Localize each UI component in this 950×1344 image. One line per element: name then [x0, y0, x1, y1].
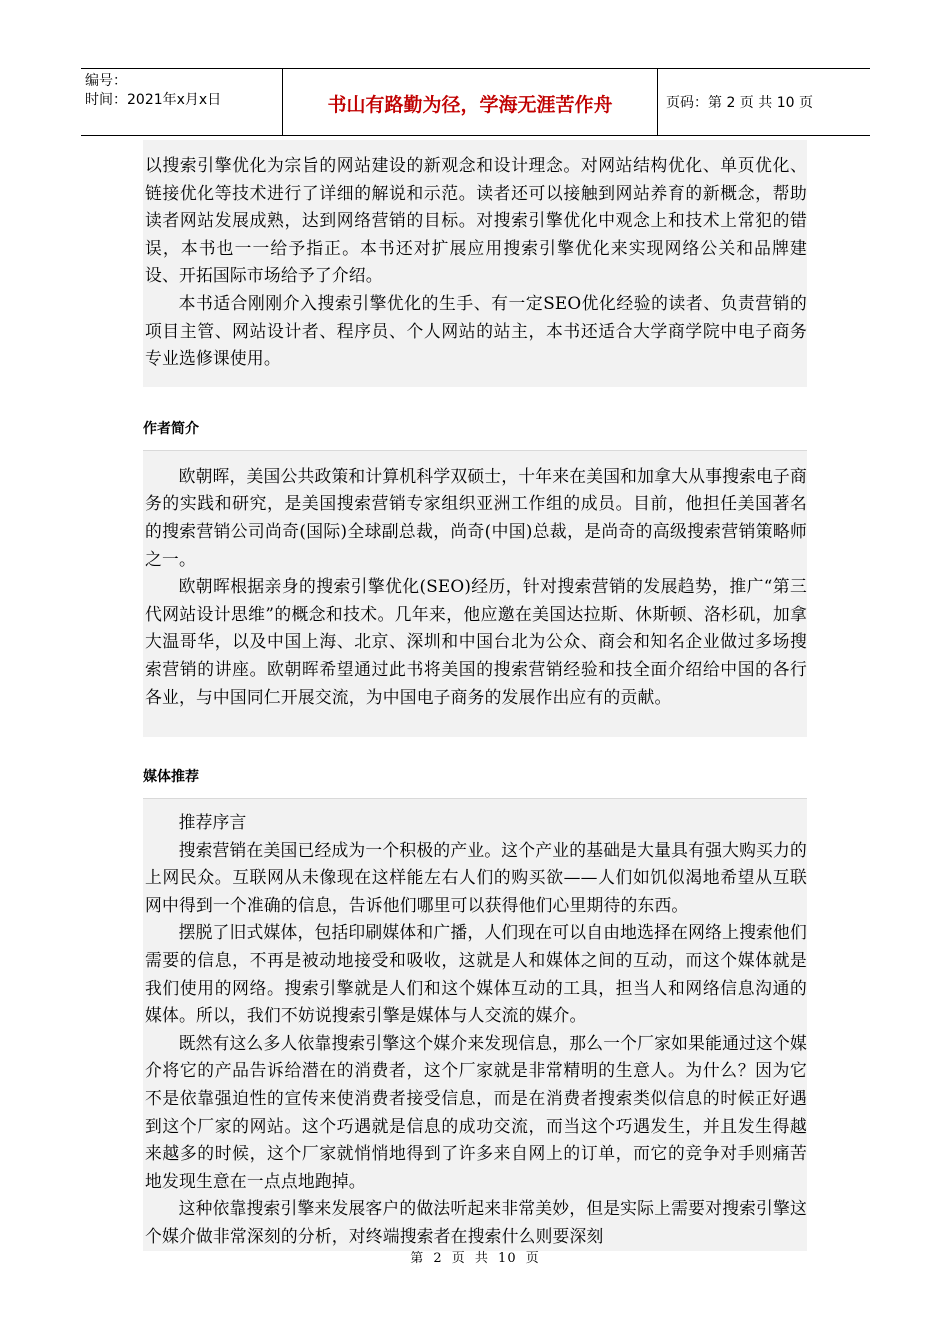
page-header [81, 68, 870, 136]
document-body [143, 140, 807, 1251]
media-section-title: 媒体推荐 [143, 767, 807, 787]
media-paragraph-2: 搜索营销在美国已经成为一个积极的产业。这个产业的基础是大量具有强大购买力的上网民众。互联网从未像现在这样能左右人们的购买欲——人们如饥似渴地希望从互联网中得到一个准确的信息，告诉他们哪里可以获得他们心里期待的东西。 [145, 839, 807, 915]
media-paragraph-1: 推荐序言 [178, 812, 247, 833]
media-paragraph-3: 摆脱了旧式媒体，包括印刷媒体和广播，人们现在可以自由地选择在网络上搜索他们需要的信息，不再是被动地接受和吸收，这就是人和媒体之间的互动，而这个媒体就是我们使用的网络。搜索引擎就是人们和这个媒体互动的工具，担当人和网络信息沟通的媒体。所以，我们不妨说搜索引擎是媒体与人交流的媒介。 [145, 922, 807, 1026]
author-section [143, 451, 807, 737]
header-motto: 书山有路勤为径，学海无涯苦作舟 [283, 69, 658, 135]
section-divider [143, 439, 807, 451]
header-page-info: 页码：第 2 页 共 10 页 [666, 95, 813, 111]
section-gap [143, 387, 807, 419]
intro-paragraph-2: 本书适合刚刚介入搜索引擎优化的生手、有一定SEO优化经验的读者、负责营销的项目主管、网站设计者、程序员、个人网站的站主，本书还适合大学商学院中电子商务专业选修课使用。 [145, 292, 807, 369]
page-footer: 第 2 页 共 10 页 [410, 1251, 540, 1266]
media-paragraph-4: 既然有这么多人依靠搜索引擎这个媒介来发现信息，那么一个厂家如果能通过这个媒介将它的产品告诉给潜在的消费者，这个厂家就是非常精明的生意人。为什么？因为它不是依靠强迫性的宣传来使消费者接受信息，而是在消费者搜索类似信息的时候正好遇到这个厂家的网站。这个巧遇就是信息的成功交流，而当这个巧遇发生，并且发生得越来越多的时候，这个厂家就悄悄地得到了许多来自网上的订单，而它的竞争对手则痛苦地发现生意在一点点地跑掉。 [145, 1032, 807, 1191]
section-gap [143, 737, 807, 767]
intro-paragraph-1: 以搜索引擎优化为宗旨的网站建设的新观念和设计理念。对网站结构优化、单页优化、链接优化等技术进行了详细的解说和示范。读者还可以接触到网站养育的新概念，帮助读者网站发展成熟，达到网络营销的目标。对搜索引擎优化中观念上和技术上常犯的错误，本书也一一给予指正。本书还对扩展应用搜索引擎优化来实现网络公关和品牌建设、开拓国际市场给予了介绍。 [145, 155, 807, 286]
document-number-label: 编号： [85, 73, 127, 89]
author-paragraph-2: 欧朝晖根据亲身的搜索引擎优化(SEO)经历，针对搜索营销的发展趋势，推广“第三代网站设计思维”的概念和技术。几年来，他应邀在美国达拉斯、休斯顿、洛杉矶，加拿大温哥华，以及中国上海、北京、深圳和中国台北为公众、商会和知名企业做过多场搜索营销的讲座。欧朝晖希望通过此书将美国的搜索营销经验和技全面介绍给中国的各行各业，与中国同仁开展交流，为中国电子商务的发展作出应有的贡献。 [145, 576, 807, 707]
author-section-title: 作者简介 [143, 419, 807, 439]
intro-section [143, 140, 807, 387]
document-date-label: 时间：2021年x月x日 [85, 92, 222, 108]
section-divider [143, 787, 807, 799]
header-meta [81, 69, 283, 135]
author-paragraph-1: 欧朝晖，美国公共政策和计算机科学双硕士，十年来在美国和加拿大从事搜索电子商务的实践和研究，是美国搜索营销专家组织亚洲工作组的成员。目前，他担任美国著名的搜索营销公司尚奇(国际)全球副总裁，尚奇(中国)总裁，是尚奇的高级搜索营销策略师之一。 [145, 465, 807, 569]
media-section [143, 799, 807, 1251]
media-paragraph-5: 这种依靠搜索引擎来发展客户的做法听起来非常美妙，但是实际上需要对搜索引擎这个媒介做非常深刻的分析，对终端搜索者在搜索什么则要深刻 [145, 1198, 807, 1246]
